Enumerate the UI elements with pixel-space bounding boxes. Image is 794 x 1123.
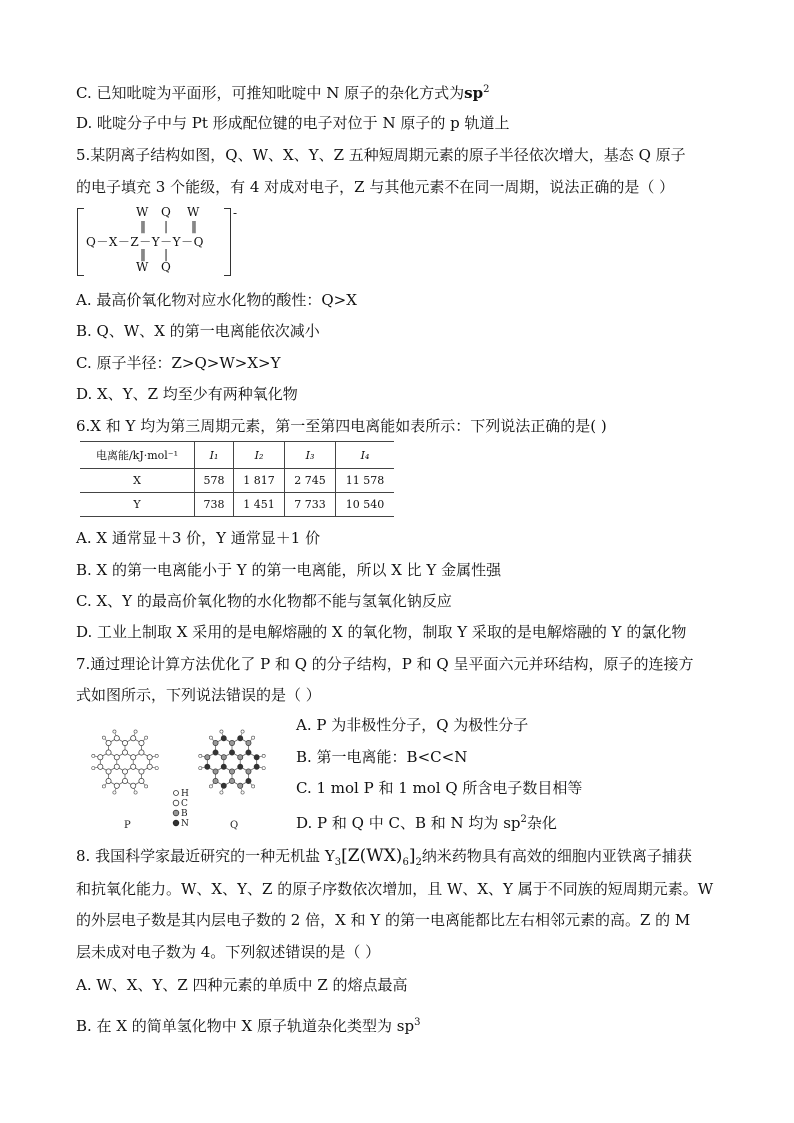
q7-option-b: B. 第一电离能：B<C<N xyxy=(296,748,468,766)
top-atom-w1: W xyxy=(136,205,149,219)
boron-atom-icon xyxy=(246,740,251,745)
carbon-atom-icon xyxy=(147,755,152,760)
carbon-atom-icon xyxy=(114,783,119,788)
carbon-atom-icon xyxy=(122,740,127,745)
hydrogen-atom-icon xyxy=(102,736,105,739)
q5-option-b: B. Q、W、X 的第一电离能依次减小 xyxy=(76,322,320,340)
nitrogen-atom-icon xyxy=(229,750,234,755)
ionization-energy-table xyxy=(80,441,394,517)
legend-label-h: H xyxy=(181,789,189,799)
nitrogen-atom-icon xyxy=(238,764,243,769)
nitrogen-atom-icon xyxy=(246,750,251,755)
boron-atom-icon xyxy=(229,769,234,774)
nitrogen-atom-icon xyxy=(213,750,218,755)
carbon-atom-icon xyxy=(131,783,136,788)
nitrogen-atom-icon xyxy=(254,764,259,769)
carbon-atom-icon xyxy=(98,764,103,769)
main-chain: Q－X－Z－Y－Y－Q xyxy=(86,235,204,249)
q6-option-a: A. X 通常显＋3 价，Y 通常显＋1 价 xyxy=(76,529,321,547)
table-cell: 738 xyxy=(195,493,234,517)
left-bracket xyxy=(77,208,84,276)
table-cell: 2 745 xyxy=(285,469,336,493)
hydrogen-atom-icon xyxy=(199,766,202,769)
bottom-atom-w: W xyxy=(136,260,149,274)
double-bond-icon: ‖ xyxy=(191,219,197,233)
carbon-atom-icon xyxy=(139,740,144,745)
hydrogen-atom-icon xyxy=(252,736,255,739)
hydrogen-atom-icon xyxy=(134,791,137,794)
nitrogen-atom-icon xyxy=(254,755,259,760)
atom-legend xyxy=(173,789,189,829)
double-bond-icon: ‖ xyxy=(140,219,146,233)
boron-atom-icon xyxy=(229,778,234,783)
hydrogen-atom-icon xyxy=(262,766,265,769)
hydrogen-atom-icon xyxy=(145,785,148,788)
table-cell: 578 xyxy=(195,469,234,493)
hydrogen-atom-icon xyxy=(155,766,158,769)
nitrogen-atom-icon xyxy=(221,764,226,769)
q7-option-a: A. P 为非极性分子，Q 为极性分子 xyxy=(296,716,529,734)
table-cell: 1 817 xyxy=(234,469,285,493)
q7-option-c: C. 1 mol P 和 1 mol Q 所含电子数目相等 xyxy=(296,779,583,797)
hydrogen-atom-icon xyxy=(241,791,244,794)
carbon-atom-icon xyxy=(114,755,119,760)
table-header-row xyxy=(80,442,394,469)
q5-stem-line2: 的电子填充 3 个能级，有 4 对成对电子，Z 与其他元素不在同一周期，说法正确的是（ ） xyxy=(76,178,675,196)
table-cell: Y xyxy=(80,493,195,517)
nitrogen-atom-icon xyxy=(238,736,243,741)
hydrogen-atom-icon xyxy=(220,730,223,733)
carbon-atom-icon xyxy=(114,736,119,741)
hydrogen-atom-icon xyxy=(92,754,95,757)
q7-stem-line1: 7.通过理论计算方法优化了 P 和 Q 的分子结构，P 和 Q 呈平面六元并环结构，原子的连接方 xyxy=(76,655,694,673)
carbon-atom-icon xyxy=(131,755,136,760)
q5-option-a: A. 最高价氧化物对应水化物的酸性：Q>X xyxy=(76,291,357,309)
hydrogen-atom-icon xyxy=(145,736,148,739)
nitrogen-atom-icon xyxy=(221,736,226,741)
q4-option-c: C. 已知吡啶为平面形，可推知吡啶中 N 原子的杂化方式为$sp^2$ xyxy=(76,84,490,102)
legend-label-c: C xyxy=(181,799,188,809)
carbon-atom-icon xyxy=(114,764,119,769)
hydrogen-atom-icon xyxy=(155,754,158,757)
carbon-atom-icon xyxy=(122,750,127,755)
top-atom-w2: W xyxy=(187,205,200,219)
label-p: P xyxy=(124,820,131,831)
q8-stem-line4: 层未成对电子数为 4。下列叙述错误的是（ ） xyxy=(76,943,381,961)
double-bond-icon: ‖ xyxy=(140,247,146,261)
nitrogen-legend-icon xyxy=(173,820,179,826)
hydrogen-atom-icon xyxy=(241,730,244,733)
q8-stem-line3: 的外层电子数是其内层电子数的 2 倍，X 和 Y 的第一电离能都比左右相邻元素的高。Z 的 M xyxy=(76,911,691,929)
boron-atom-icon xyxy=(238,755,243,760)
carbon-atom-icon xyxy=(106,769,111,774)
q6-option-d: D. 工业上制取 X 采用的是电解熔融的 X 的氧化物，制取 Y 采取的是电解熔融的 Y 的氯化物 xyxy=(76,623,687,641)
carbon-atom-icon xyxy=(131,764,136,769)
nitrogen-atom-icon xyxy=(246,778,251,783)
boron-atom-icon xyxy=(246,769,251,774)
carbon-atom-icon xyxy=(122,769,127,774)
molecule-q xyxy=(199,730,266,794)
table-header-cell: I₃ xyxy=(285,442,336,469)
carbon-atom-icon xyxy=(131,736,136,741)
single-bond-icon: | xyxy=(164,247,169,261)
q4-option-d: D. 吡啶分子中与 Pt 形成配位键的电子对位于 N 原子的 p 轨道上 xyxy=(76,114,510,132)
bottom-atom-q: Q xyxy=(161,260,171,274)
hydrogen-atom-icon xyxy=(113,791,116,794)
q5-stem-line1: 5.某阴离子结构如图，Q、W、X、Y、Z 五种短周期元素的原子半径依次增大，基态 Q 原子 xyxy=(76,146,686,164)
carbon-atom-icon xyxy=(98,755,103,760)
carbon-atom-icon xyxy=(147,764,152,769)
nitrogen-atom-icon xyxy=(221,783,226,788)
top-atom-q: Q xyxy=(161,205,171,219)
q6-option-c: C. X、Y 的最高价氧化物的水化物都不能与氢氧化钠反应 xyxy=(76,592,452,610)
carbon-atom-icon xyxy=(139,778,144,783)
table-row xyxy=(80,493,394,517)
molecule-structures-figure xyxy=(80,712,290,834)
boron-atom-icon xyxy=(238,783,243,788)
q7-stem-line2: 式如图所示，下列说法错误的是（ ） xyxy=(76,686,321,704)
boron-legend-icon xyxy=(173,810,179,816)
table-header-cell: 电离能/kJ·mol⁻¹ xyxy=(80,442,195,469)
q8-stem-line1: 8. 我国科学家最近研究的一种无机盐 $Y_3[Z(WX)_6]_2$纳米药物具有高效的细胞内亚铁离子捕获 xyxy=(76,846,692,868)
q6-option-b: B. X 的第一电离能小于 Y 的第一电离能，所以 X 比 Y 金属性强 xyxy=(76,561,502,579)
right-bracket xyxy=(224,208,231,276)
boron-atom-icon xyxy=(221,755,226,760)
table-header-cell: I₄ xyxy=(336,442,395,469)
nitrogen-atom-icon xyxy=(205,764,210,769)
hydrogen-atom-icon xyxy=(102,785,105,788)
carbon-legend-icon xyxy=(173,800,179,806)
q5-option-c: C. 原子半径：Z>Q>W>X>Y xyxy=(76,354,281,372)
q8-stem-line2: 和抗氧化能力。W、X、Y、Z 的原子序数依次增加，且 W、X、Y 属于不同族的短周期元素。W xyxy=(76,880,714,898)
hydrogen-legend-icon xyxy=(174,791,179,796)
table-cell: X xyxy=(80,469,195,493)
boron-atom-icon xyxy=(213,769,218,774)
hydrogen-atom-icon xyxy=(134,730,137,733)
carbon-atom-icon xyxy=(122,778,127,783)
q8-option-a: A. W、X、Y、Z 四种元素的单质中 Z 的熔点最高 xyxy=(76,976,408,994)
carbon-atom-icon xyxy=(139,769,144,774)
carbon-atom-icon xyxy=(106,740,111,745)
hydrogen-atom-icon xyxy=(220,791,223,794)
hydrogen-atom-icon xyxy=(252,785,255,788)
q5-option-d: D. X、Y、Z 均至少有两种氧化物 xyxy=(76,385,298,403)
boron-atom-icon xyxy=(213,740,218,745)
table-header-cell: I₁ xyxy=(195,442,234,469)
q8-option-b: B. 在 X 的简单氢化物中 X 原子轨道杂化类型为 $sp^3$ xyxy=(76,1017,421,1035)
table-cell: 7 733 xyxy=(285,493,336,517)
carbon-atom-icon xyxy=(139,750,144,755)
carbon-atom-icon xyxy=(106,750,111,755)
q6-stem: 6.X 和 Y 均为第三周期元素，第一至第四电离能如表所示：下列说法正确的是( ) xyxy=(76,417,607,435)
hydrogen-atom-icon xyxy=(209,785,212,788)
hydrogen-atom-icon xyxy=(92,766,95,769)
molecule-p xyxy=(92,730,159,794)
legend-label-b: B xyxy=(181,809,188,819)
boron-atom-icon xyxy=(229,740,234,745)
anion-charge: - xyxy=(233,206,238,220)
hydrogen-atom-icon xyxy=(113,730,116,733)
hydrogen-atom-icon xyxy=(209,736,212,739)
table-cell: 10 540 xyxy=(336,493,395,517)
boron-atom-icon xyxy=(205,755,210,760)
hydrogen-atom-icon xyxy=(199,754,202,757)
single-bond-icon: | xyxy=(164,219,169,233)
hydrogen-atom-icon xyxy=(262,754,265,757)
legend-label-n: N xyxy=(181,819,189,829)
table-header-cell: I₂ xyxy=(234,442,285,469)
table-cell: 11 578 xyxy=(336,469,395,493)
q7-option-d: D. P 和 Q 中 C、B 和 N 均为 $sp^2$杂化 xyxy=(296,814,557,832)
carbon-atom-icon xyxy=(106,778,111,783)
boron-atom-icon xyxy=(213,778,218,783)
table-row xyxy=(80,469,394,493)
table-cell: 1 451 xyxy=(234,493,285,517)
label-q: Q xyxy=(230,820,239,831)
